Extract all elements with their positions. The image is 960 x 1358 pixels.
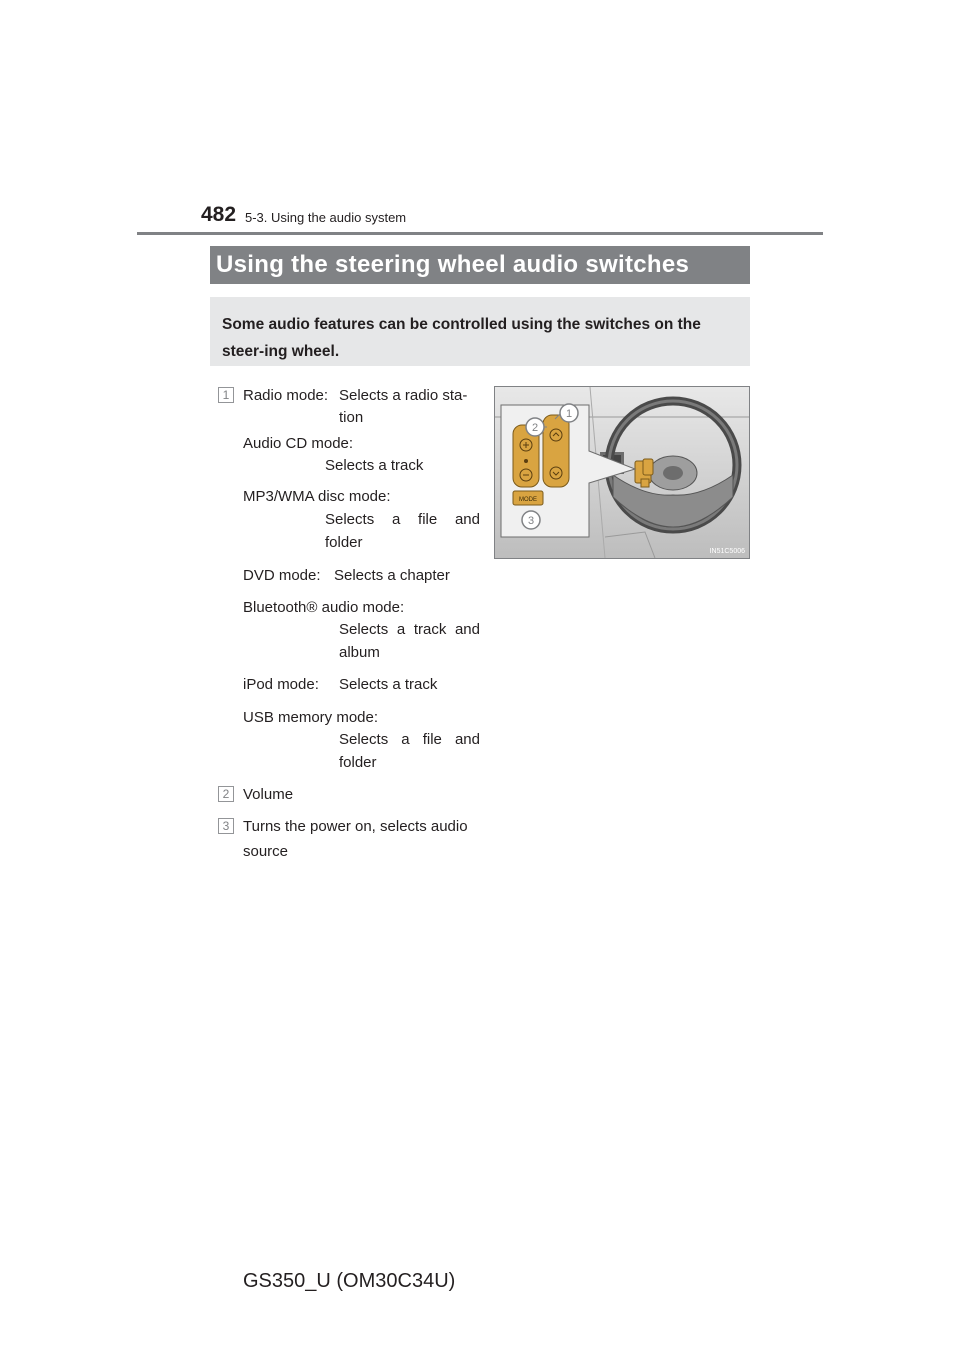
footer-model-code: GS350_U (OM30C34U) xyxy=(243,1270,456,1292)
mode-desc-usb: Selects a file and xyxy=(339,731,480,748)
callout-1: 1 xyxy=(565,408,573,420)
page-title: Using the steering wheel audio switches xyxy=(216,251,690,278)
header-rule xyxy=(137,232,823,235)
mode-desc-bluetooth-cont: album xyxy=(339,644,380,661)
item-number-1: 1 xyxy=(218,387,234,403)
mode-desc-ipod: Selects a track xyxy=(339,676,438,693)
mode-label-audio-cd: Audio CD mode: xyxy=(243,435,354,452)
section-breadcrumb: 5-3. Using the audio system xyxy=(245,210,407,225)
mode-desc-audio-cd: Selects a track xyxy=(325,457,424,474)
mode-desc-radio-cont: tion xyxy=(339,409,364,426)
intro-text: Some audio features can be controlled using the switches on the steer-ing wheel. xyxy=(222,316,701,360)
mode-desc-usb-cont: folder xyxy=(339,754,377,771)
mode-desc-mp3-wma: Selects a file and xyxy=(325,511,480,528)
mode-button-label: MODE xyxy=(519,497,537,503)
mode-label-usb: USB memory mode: xyxy=(243,709,379,726)
page-number: 482 xyxy=(201,203,237,226)
figure-code: IN51C5006 xyxy=(709,548,745,555)
item-volume-text: Volume xyxy=(243,786,294,803)
mode-label-ipod: iPod mode: xyxy=(243,676,319,693)
item-number-3: 3 xyxy=(218,818,234,834)
mode-desc-dvd: Selects a chapter xyxy=(334,567,450,584)
callout-2: 2 xyxy=(531,422,539,434)
mode-desc-radio: Selects a radio sta- xyxy=(339,387,468,404)
mode-label-dvd: DVD mode: xyxy=(243,567,321,584)
mode-desc-mp3-wma-cont: folder xyxy=(325,534,363,551)
steering-wheel-figure xyxy=(494,386,750,559)
item-power-text: Turns the power on, selects audio xyxy=(243,818,468,835)
item-number-2: 2 xyxy=(218,786,234,802)
mode-label-bluetooth: Bluetooth® audio mode: xyxy=(243,599,405,616)
item-power-text-cont: source xyxy=(243,843,289,860)
mode-label-radio: Radio mode: xyxy=(243,387,329,404)
steering-wheel-illustration xyxy=(495,387,749,558)
mode-label-mp3-wma: MP3/WMA disc mode: xyxy=(243,488,391,505)
mode-desc-bluetooth: Selects a track and xyxy=(339,621,480,638)
callout-3: 3 xyxy=(527,515,535,527)
